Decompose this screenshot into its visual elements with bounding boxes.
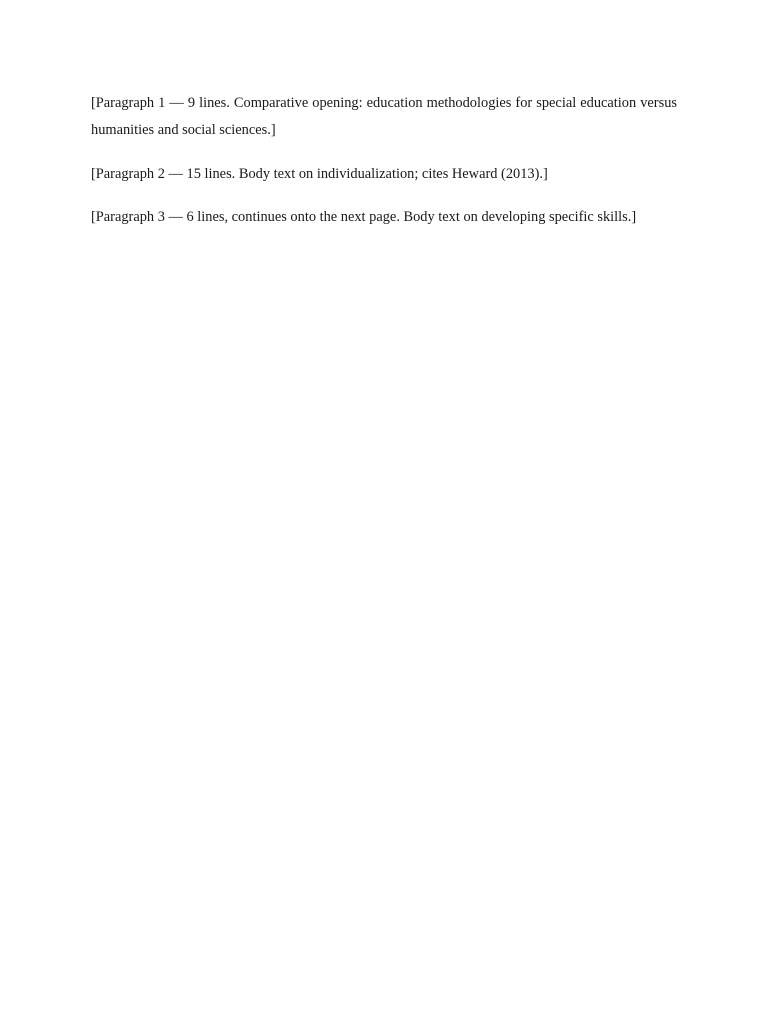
paragraph-intro: [Paragraph 1 — 9 lines. Comparative opening: education methodologies for special education versus humanities and social sciences.] (91, 95, 677, 138)
paragraph-individualization: [Paragraph 2 — 15 lines. Body text on individualization; cites Heward (2013).] (91, 165, 548, 182)
paragraph-skills-focus: [Paragraph 3 — 6 lines, continues onto the next page. Body text on developing specific skills.] (91, 209, 637, 226)
document-body (91, 90, 677, 248)
